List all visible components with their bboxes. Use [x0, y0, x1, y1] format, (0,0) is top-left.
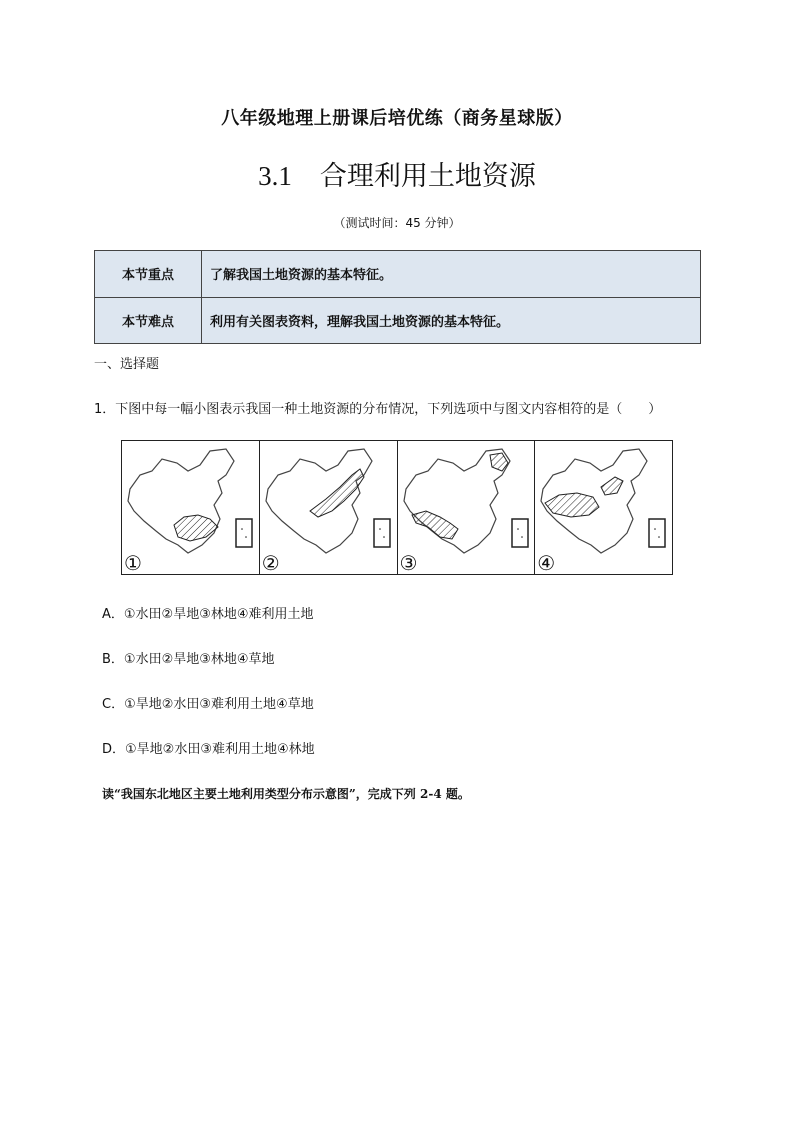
lesson-number: 3.1 [258, 161, 292, 191]
china-map-4 [535, 441, 671, 574]
difficulty-content: 利用有关图表资料，理解我国土地资源的基本特征。 [202, 297, 701, 344]
option-a: A．①水田②旱地③林地④难利用土地 [102, 607, 314, 622]
test-time: （测试时间：45 分钟） [333, 216, 461, 230]
china-map-1 [122, 441, 258, 574]
reading-prompt: 读“我国东北地区主要土地利用类型分布示意图”，完成下列 2-4 题。 [102, 787, 470, 801]
land-resource-maps [121, 440, 673, 575]
lesson-title [0, 154, 794, 193]
table-row [95, 251, 701, 298]
map-panel-1 [122, 441, 260, 574]
map-number-label: ② [261, 551, 280, 575]
option-d: D．①旱地②水田③难利用土地④林地 [102, 742, 315, 757]
question-1-stem: 1．下图中每一幅小图表示我国一种土地资源的分布情况，下列选项中与图文内容相符的是（ ） [94, 402, 662, 417]
section-heading: 一、选择题 [94, 357, 160, 372]
china-map-2 [260, 441, 396, 574]
option-b: B．①水田②旱地③林地④草地 [102, 652, 275, 667]
key-point-content: 了解我国土地资源的基本特征。 [202, 251, 701, 298]
option-c: C．①旱地②水田③难利用土地④草地 [102, 697, 314, 712]
china-map-3 [398, 441, 534, 574]
map-panel-4 [535, 441, 672, 574]
key-point-label: 本节重点 [95, 251, 202, 298]
difficulty-label: 本节难点 [95, 297, 202, 344]
map-number-label: ① [124, 551, 142, 575]
key-points-table [94, 250, 701, 344]
series-title: 八年级地理上册课后培优练（商务星球版） [221, 108, 573, 129]
map-panel-3 [398, 441, 536, 574]
map-number-label: ③ [399, 551, 418, 575]
map-panel-2 [260, 441, 398, 574]
map-number-label: ④ [537, 551, 556, 575]
table-row [95, 297, 701, 344]
lesson-name: 合理利用土地资源 [319, 161, 536, 192]
